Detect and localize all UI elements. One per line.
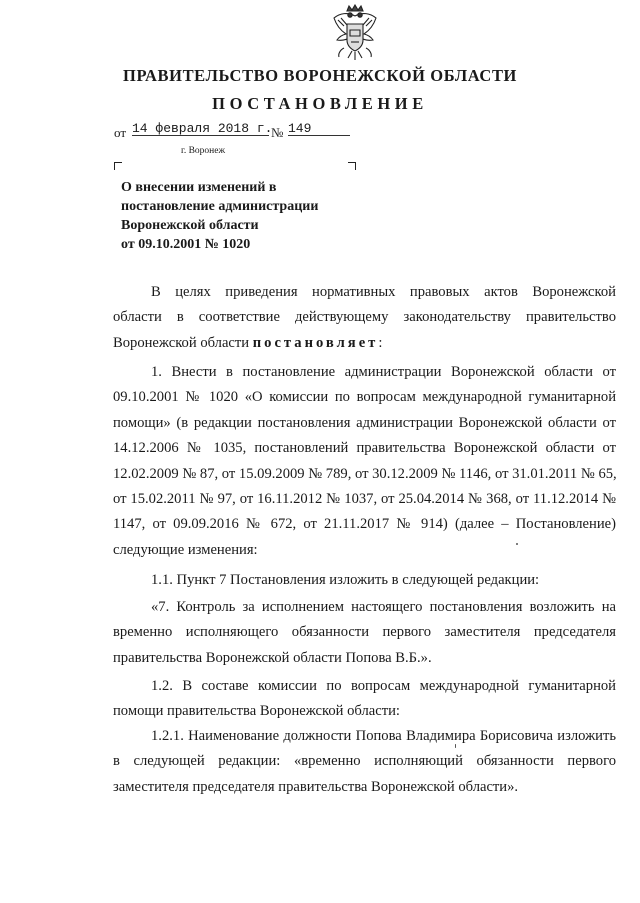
paragraph-line: помощи» (в редакции постановления администрации Воронежской области от (113, 414, 616, 431)
item-1-1-paragraph (113, 568, 616, 593)
date-line (114, 125, 126, 141)
paragraph-line: от 15.02.2011 № 97, от 16.11.2012 № 1037, от 25.04.2014 № 368, от 11.12.2014 № (113, 490, 616, 507)
number-label: № (271, 125, 284, 140)
paragraph-line: «7. Контроль за исполнением настоящего постановления возложить на (151, 599, 616, 615)
scan-speck (516, 543, 518, 545)
document-subject (121, 178, 318, 254)
date-field (132, 120, 273, 136)
scan-speck (455, 744, 456, 748)
item-1-2-paragraph (113, 674, 616, 725)
subject-line: постановление администрации (121, 199, 319, 214)
paragraph-line: 12.02.2009 № 87, от 15.09.2009 № 789, от 30.12.2009 № 1146, от 31.01.2011 № 65, (113, 465, 617, 482)
point-7-quote (113, 595, 616, 671)
document-type: ПОСТАНОВЛЕНИЕ (212, 94, 428, 113)
preamble-colon: : (378, 334, 383, 351)
paragraph-line: правительства Воронежской области Попова В.Б.». (113, 649, 432, 666)
paragraph-line: в следующей редакции: «временно исполняющий обязанности первого (113, 753, 616, 770)
paragraph-line: заместителя председателя правительства Воронежской области». (113, 778, 519, 795)
paragraph-line: следующие изменения: (113, 541, 258, 558)
item-1-2-1-paragraph (113, 724, 616, 800)
city-name: г. Воронеж (181, 146, 226, 156)
document-date: 14 февраля 2018 г. (132, 121, 273, 136)
organization-title: ПРАВИТЕЛЬСТВО ВОРОНЕЖСКОЙ ОБЛАСТИ (123, 66, 517, 85)
paragraph-line: 1.2.1. Наименование должности Попова Владимира Борисовича изложить (151, 728, 616, 744)
paragraph-line: 1147, от 09.09.2016 № 672, от 21.11.2017 № 914) (далее – Постановление) (113, 516, 616, 533)
paragraph-line: 1.2. В составе комиссии по вопросам международной гуманитарной (151, 678, 616, 694)
number-field (288, 120, 350, 136)
paragraph-line: временно исполняющего обязанности первого заместителя председателя (113, 624, 616, 641)
document-number: 149 (288, 122, 350, 136)
paragraph-line: 14.12.2006 № 1035, постановлений правительства Воронежской области от (113, 440, 616, 457)
paragraph-line: 1. Внести в постановление администрации Воронежской области от (151, 364, 616, 380)
corner-bracket-right (348, 162, 356, 170)
subject-line: от 09.10.2001 № 1020 (121, 237, 251, 252)
corner-bracket-left (114, 162, 122, 170)
decree-word: постановляет (252, 334, 379, 351)
subject-line: О внесении изменений в (121, 180, 277, 195)
paragraph-line (113, 331, 616, 356)
paragraph-line: 09.10.2001 № 1020 «О комиссии по вопросам международной гуманитарной (113, 389, 616, 406)
preamble-text: Воронежской области (113, 334, 253, 351)
paragraph-line: области в соответствие действующему законодательству правительство (113, 309, 616, 326)
coat-of-arms-icon (330, 4, 380, 62)
preamble-paragraph (113, 280, 616, 356)
from-label: от (114, 125, 127, 140)
item-1-paragraph (113, 360, 616, 563)
paragraph-line: помощи правительства Воронежской области: (113, 703, 400, 720)
subject-line: Воронежской области (121, 218, 259, 233)
paragraph-line: В целях приведения нормативных правовых актов Воронежской (151, 284, 616, 300)
paragraph-line: 1.1. Пункт 7 Постановления изложить в следующей редакции: (151, 572, 540, 588)
